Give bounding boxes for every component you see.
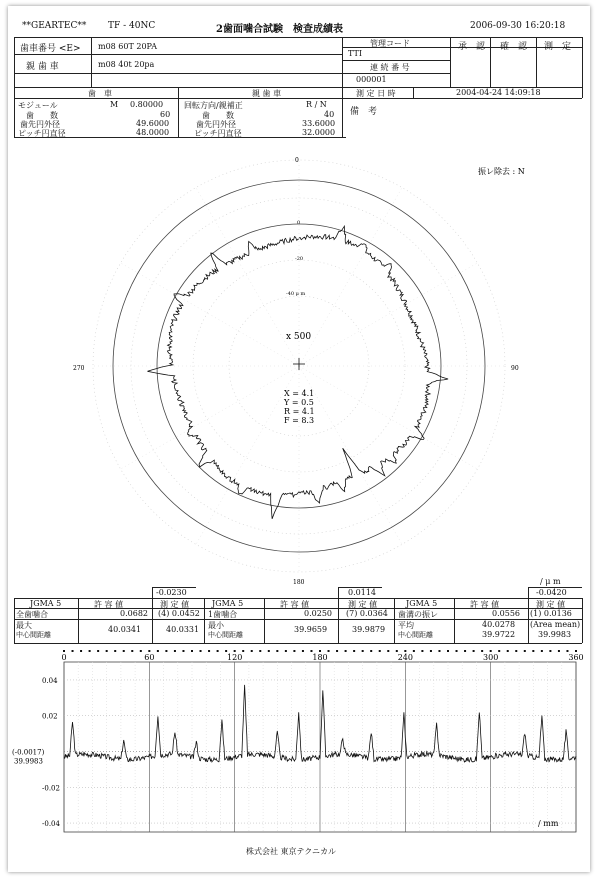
- measure-label: 測 定: [544, 42, 572, 52]
- runout-label: 振レ除去 : N: [478, 167, 525, 176]
- polar-trace: [148, 226, 449, 519]
- ring-label-20: -20: [295, 256, 304, 262]
- g2-tol-header: 許 容 値: [280, 600, 310, 609]
- degree-marker: [165, 650, 167, 652]
- line-chart: [8, 646, 590, 842]
- degree-marker: [413, 650, 415, 652]
- degree-marker: [430, 650, 432, 652]
- degree-marker: [345, 650, 347, 652]
- pitch-dia-label: ピッチ円直径: [18, 129, 66, 138]
- mgmt-code-label: 管理コード: [370, 39, 410, 48]
- degree-marker: [507, 650, 509, 652]
- pitch-dia-value: 48.0000: [136, 128, 170, 137]
- g3-row2-tol: 40.0278: [482, 620, 516, 629]
- angle-left-label: 270: [73, 365, 85, 372]
- degree-marker: [447, 650, 449, 652]
- g1-row1-label: 全歯噛合: [16, 610, 48, 619]
- g1-row1-meas: (4) 0.0452: [158, 609, 200, 618]
- y-tick-label: 0.02: [42, 712, 58, 721]
- stat-f: F = 8.3: [284, 416, 315, 425]
- unit-um-label: / μ m: [540, 577, 561, 586]
- g3-meas-header: 測 定 値: [536, 600, 566, 609]
- measure-date-value: 2004-04-24 14:09:18: [456, 88, 541, 97]
- degree-marker: [524, 650, 526, 652]
- degree-marker: [97, 650, 99, 652]
- degree-marker: [242, 650, 244, 652]
- degree-marker: [148, 650, 150, 652]
- degree-marker: [293, 650, 295, 652]
- g3-row2-label: 平均: [398, 621, 414, 630]
- degree-marker: [490, 650, 492, 652]
- degree-marker: [106, 650, 108, 652]
- g3-row1-meas: (1) 0.0136: [530, 609, 572, 618]
- degree-marker: [515, 650, 517, 652]
- polar-spoke: [299, 188, 402, 366]
- g2-top-value: 0.0114: [348, 588, 376, 597]
- g3-row1-tol: 0.0556: [492, 609, 520, 618]
- g3-jgma: JGMA 5: [406, 599, 438, 608]
- degree-marker: [131, 650, 133, 652]
- g2-row1-label: 1歯噛合: [208, 610, 238, 619]
- degree-marker: [421, 650, 423, 652]
- degree-marker: [532, 650, 534, 652]
- degree-marker: [387, 650, 389, 652]
- degree-marker: [473, 650, 475, 652]
- master-tip-dia-label: 歯先円外径: [196, 120, 236, 129]
- inspection-sheet: [8, 6, 590, 872]
- degree-marker: [336, 650, 338, 652]
- master-teeth-value: 40: [324, 110, 335, 119]
- magnification-label: x 500: [286, 332, 312, 342]
- degree-marker: [396, 650, 398, 652]
- x-tick-label: 60: [144, 653, 155, 662]
- degree-marker: [464, 650, 466, 652]
- y-tick-labels: [12, 677, 60, 828]
- degree-marker: [285, 650, 287, 652]
- degree-marker: [328, 650, 330, 652]
- g2-row2-tol: 39.9659: [294, 625, 328, 634]
- module-unit: M: [110, 100, 119, 109]
- degree-marker: [558, 650, 560, 652]
- degree-marker: [404, 650, 406, 652]
- angle-right-label: 90: [511, 365, 519, 372]
- degree-marker: [276, 650, 278, 652]
- g3-top-value: -0.0420: [536, 588, 567, 597]
- unit-mm-label: / mm: [538, 819, 559, 828]
- g1-row2-tol: 40.0341: [108, 625, 142, 634]
- g1-row2-label: 最大: [16, 621, 32, 630]
- g2-row2-sub: 中心間距離: [208, 631, 243, 639]
- degree-marker: [268, 650, 270, 652]
- degree-marker: [174, 650, 176, 652]
- g3-row2-meas: (Area mean): [530, 620, 581, 629]
- g3-row2-tol2: 39.9722: [482, 630, 516, 639]
- degree-marker: [575, 650, 577, 652]
- degree-marker: [438, 650, 440, 652]
- g3-row2-sub: 中心間距離: [398, 631, 433, 639]
- degree-marker: [208, 650, 210, 652]
- g2-row2-meas: 39.9879: [352, 625, 386, 634]
- degree-marker: [63, 650, 65, 652]
- approve-label: 承 認: [458, 42, 486, 52]
- teeth-value: 60: [160, 110, 171, 119]
- confirm-label: 確 認: [500, 42, 528, 52]
- degree-marker: [456, 650, 458, 652]
- polar-spoke: [121, 366, 299, 469]
- g1-row1-tol: 0.0682: [120, 609, 148, 618]
- x-tick-label: 180: [312, 653, 328, 662]
- x-tick-label: 360: [568, 653, 584, 662]
- polar-spoke: [196, 188, 299, 366]
- degree-marker: [310, 650, 312, 652]
- gear-no-value: m08 60T 20PA: [98, 42, 157, 51]
- x-tick-label: 300: [483, 653, 499, 662]
- gear-no-label: 歯車番号 <E>: [20, 44, 81, 54]
- module-label: モジュール: [18, 101, 58, 110]
- model-name: TF - 40NC: [108, 21, 156, 31]
- degree-marker: [379, 650, 381, 652]
- degree-marker: [80, 650, 82, 652]
- serial-label: 連 続 番 号: [370, 63, 410, 72]
- g1-meas-header: 測 定 値: [160, 600, 190, 609]
- stat-r: R = 4.1: [284, 407, 315, 416]
- polar-spoke: [299, 366, 402, 544]
- degree-marker: [140, 650, 142, 652]
- degree-marker: [549, 650, 551, 652]
- angle-top-label: 0: [295, 157, 299, 164]
- stat-x: X = 4.1: [284, 389, 315, 398]
- g2-row1-meas: (7) 0.0364: [346, 609, 388, 618]
- degree-marker: [541, 650, 543, 652]
- g1-top-value: -0.0230: [156, 588, 187, 597]
- g2-meas-header: 測 定 値: [348, 600, 378, 609]
- degree-marker: [217, 650, 219, 652]
- master-value: m08 40t 20pa: [98, 60, 155, 69]
- master-tip-dia-value: 33.6000: [302, 119, 336, 128]
- module-value: 0.80000: [130, 100, 164, 109]
- degree-marker: [481, 650, 483, 652]
- gear-header: 歯 車: [88, 89, 112, 98]
- degree-marker: [191, 650, 193, 652]
- g1-row2-meas: 40.0331: [166, 625, 200, 634]
- remarks-label: 備 考: [350, 107, 378, 117]
- y-tick-label: -0.04: [42, 820, 60, 829]
- master-label: 親 歯 車: [26, 62, 59, 72]
- g3-row2-meas2: 39.9983: [538, 630, 572, 639]
- degree-marker: [370, 650, 372, 652]
- degree-marker: [353, 650, 355, 652]
- ring-label-0: 0: [297, 220, 301, 226]
- x-tick-labels: [61, 653, 583, 662]
- angle-bottom-label: 180: [293, 579, 305, 586]
- master-pitch-dia-value: 32.0000: [302, 128, 336, 137]
- company-name: 株式会社 東京テクニカル: [246, 847, 337, 856]
- degree-marker: [89, 650, 91, 652]
- g3-tol-header: 許 容 値: [470, 600, 500, 609]
- degree-marker: [566, 650, 568, 652]
- polar-spoke: [299, 366, 477, 469]
- g2-row2-label: 最小: [208, 621, 224, 630]
- mgmt-code-value: TTI: [348, 49, 362, 58]
- degree-marker: [251, 650, 253, 652]
- machine-name: **GEARTEC**: [22, 21, 87, 31]
- polar-chart: [8, 136, 590, 596]
- report-datetime: 2006-09-30 16:20:18: [470, 21, 566, 31]
- tip-dia-label: 歯先円外径: [20, 120, 60, 129]
- y-tick-label: (-0.0017): [12, 748, 45, 757]
- ring-label-40: -40 μ m: [286, 291, 306, 297]
- g1-jgma: JGMA 5: [30, 599, 62, 608]
- serial-value: 000001: [356, 75, 387, 84]
- degree-marker: [225, 650, 227, 652]
- g1-tol-header: 許 容 値: [94, 600, 124, 609]
- g2-row1-tol: 0.0250: [304, 609, 332, 618]
- master-pitch-dia-label: ピッチ円直径: [194, 129, 242, 138]
- rotation-value: R / N: [306, 100, 327, 109]
- teeth-label: 歯 数: [26, 111, 58, 120]
- polar-spoke: [121, 263, 299, 366]
- degree-marker: [200, 650, 202, 652]
- tip-dia-value: 49.6000: [136, 119, 170, 128]
- y-tick-label: 0.04: [42, 676, 58, 685]
- g2-jgma: JGMA 5: [212, 599, 244, 608]
- degree-marker: [114, 650, 116, 652]
- measure-date-label: 測 定 日 時: [356, 89, 396, 98]
- x-tick-label: 0: [61, 653, 67, 662]
- degree-marker: [362, 650, 364, 652]
- x-tick-label: 120: [227, 653, 243, 662]
- stat-y: Y = 0.5: [284, 398, 314, 407]
- baseline-label: 39.9983: [14, 757, 43, 766]
- degree-marker: [259, 650, 261, 652]
- degree-marker: [182, 650, 184, 652]
- degree-marker: [123, 650, 125, 652]
- degree-marker: [319, 650, 321, 652]
- y-tick-label: -0.02: [42, 784, 60, 793]
- chart-grid: [64, 662, 576, 832]
- degree-marker: [234, 650, 236, 652]
- degree-marker: [72, 650, 74, 652]
- g1-row2-sub: 中心間距離: [16, 631, 51, 639]
- degree-marker: [157, 650, 159, 652]
- degree-marker: [498, 650, 500, 652]
- master-gear-header: 親 歯 車: [252, 89, 282, 98]
- rotation-label: 回転方向/親補正: [184, 101, 243, 110]
- report-title: 2歯面噛合試験 検査成績表: [216, 24, 343, 35]
- degree-marker: [302, 650, 304, 652]
- x-tick-label: 240: [397, 653, 413, 662]
- g3-row1-label: 歯溝の振レ: [398, 610, 438, 619]
- master-teeth-label: 歯 数: [202, 111, 234, 120]
- polar-spoke: [299, 263, 477, 366]
